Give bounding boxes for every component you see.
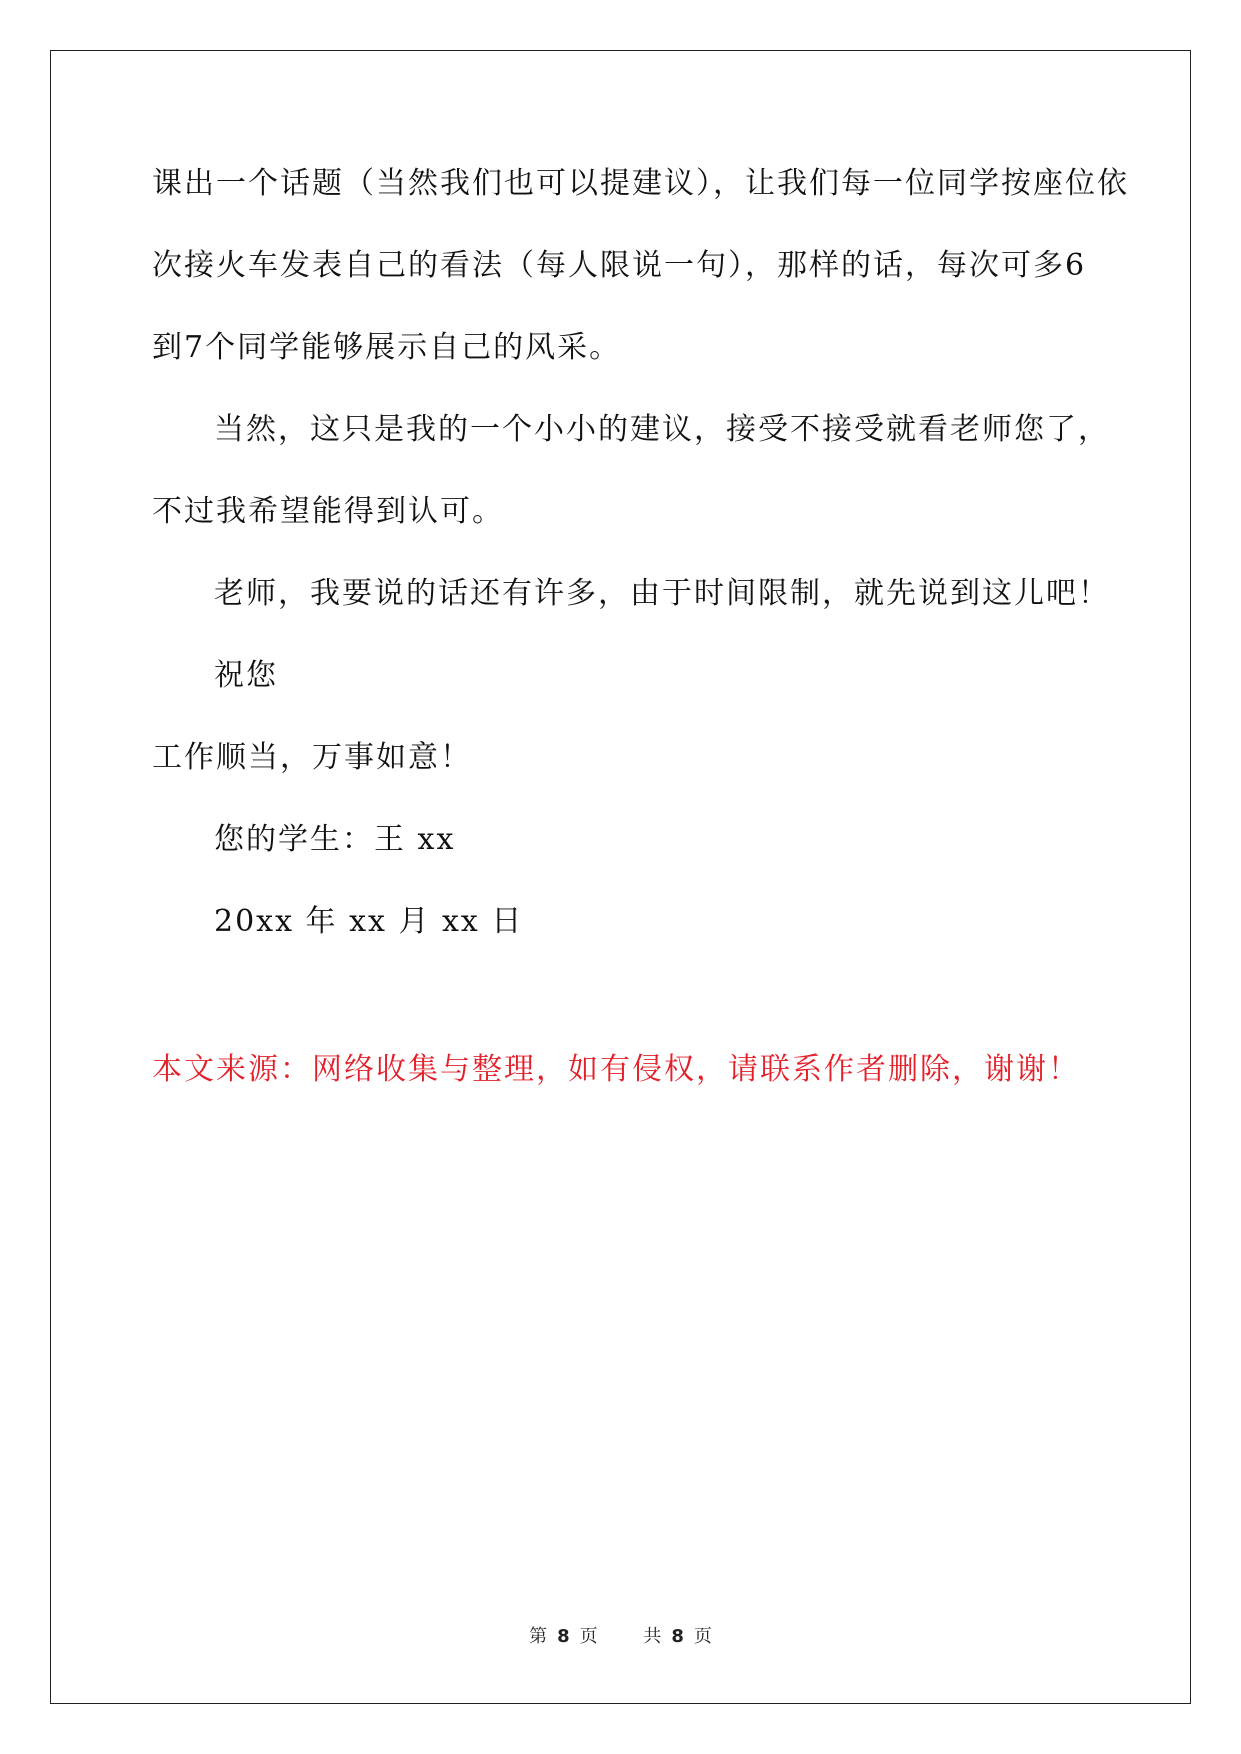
greeting-line: 祝您 xyxy=(214,658,278,693)
page-border xyxy=(50,50,1191,1704)
paragraph-line-2: 次接火车发表自己的看法（每人限说一句），那样的话，每次可多6 xyxy=(152,248,1087,283)
page-suffix: 页 xyxy=(579,1626,598,1647)
page-number xyxy=(519,1626,608,1647)
date-line: 20xx 年 xx 月 xx 日 xyxy=(214,904,524,939)
page-footer xyxy=(0,1622,1241,1648)
source-notice: 本文来源：网络收集与整理，如有侵权，请联系作者删除，谢谢！ xyxy=(152,1052,1080,1087)
paragraph-line-1: 课出一个话题（当然我们也可以提建议），让我们每一位同学按座位依 xyxy=(152,166,1129,201)
page-total xyxy=(633,1626,722,1647)
total-pages: 8 xyxy=(671,1626,684,1647)
total-prefix: 共 xyxy=(643,1626,662,1647)
current-page: 8 xyxy=(557,1626,570,1647)
total-suffix: 页 xyxy=(693,1626,712,1647)
paragraph-line-6: 老师，我要说的话还有许多，由于时间限制，就先说到这儿吧！ xyxy=(214,576,1110,611)
paragraph-line-5: 不过我希望能得到认可。 xyxy=(152,494,504,529)
paragraph-line-4: 当然，这只是我的一个小小的建议，接受不接受就看老师您了， xyxy=(214,412,1110,447)
wish-line: 工作顺当，万事如意！ xyxy=(152,740,472,775)
signature-line: 您的学生：王 xx xyxy=(214,822,456,857)
paragraph-line-3: 到7个同学能够展示自己的风采。 xyxy=(152,330,622,365)
page-prefix: 第 xyxy=(529,1626,548,1647)
